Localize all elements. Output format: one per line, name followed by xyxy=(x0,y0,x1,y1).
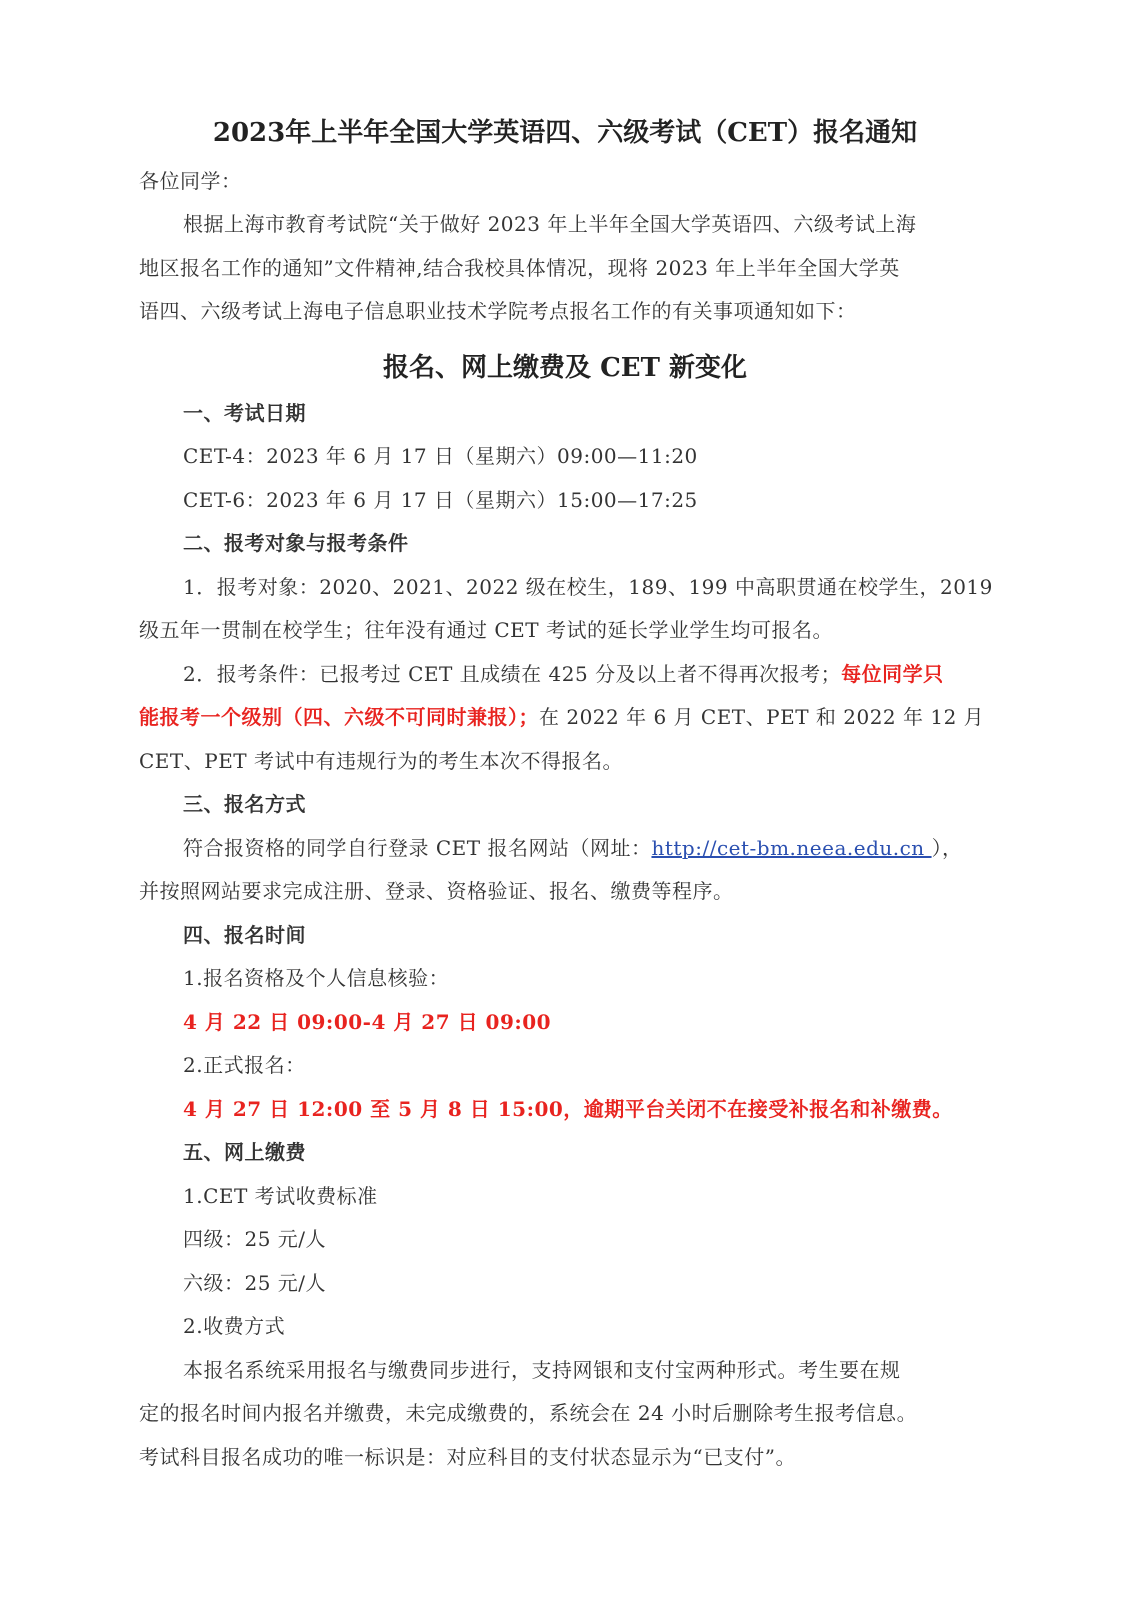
intro-line-2: 地区报名工作的通知”文件精神,结合我校具体情况，现将 2023 年上半年全国大学英 xyxy=(139,256,900,280)
condition-emphasis-1: 每位同学只 xyxy=(841,662,944,686)
section-4-heading: 四、报名时间 xyxy=(183,923,306,947)
registration-method-line-1 xyxy=(183,833,1043,863)
eligibility-line-2: 级五年一贯制在校学生；往年没有通过 CET 考试的延长学业学生均可报名。 xyxy=(139,618,833,642)
greeting: 各位同学： xyxy=(139,169,242,193)
cet6-fee: 六级：25 元/人 xyxy=(183,1271,327,1295)
verification-time: 4 月 22 日 09:00-4 月 27 日 09:00 xyxy=(183,1010,552,1034)
section-2-heading: 二、报考对象与报考条件 xyxy=(183,531,409,555)
verification-label: 1.报名资格及个人信息核验： xyxy=(183,966,450,990)
cet6-date: CET-6：2023 年 6 月 17 日（星期六）15:00—17:25 xyxy=(183,488,698,512)
condition-text: 2．报考条件：已报考过 CET 且成绩在 425 分及以上者不得再次报考； xyxy=(183,662,842,686)
registration-website-link[interactable]: http://cet-bm.neea.edu.cn xyxy=(651,836,932,860)
intro-line-3: 语四、六级考试上海电子信息职业技术学院考点报名工作的有关事项通知如下： xyxy=(139,299,857,323)
eligibility-line-1: 1．报考对象：2020、2021、2022 级在校生，189、199 中高职贯通在校学生，2019 xyxy=(183,575,993,599)
registration-method-line-2: 并按照网站要求完成注册、登录、资格验证、报名、缴费等程序。 xyxy=(139,879,734,903)
fee-standard-label: 1.CET 考试收费标准 xyxy=(183,1184,378,1208)
section-1-heading: 一、考试日期 xyxy=(183,401,306,425)
intro-line-1: 根据上海市教育考试院“关于做好 2023 年上半年全国大学英语四、六级考试上海 xyxy=(183,212,917,236)
condition-violation-text: 在 2022 年 6 月 CET、PET 和 2022 年 12 月 xyxy=(539,705,985,729)
payment-para-line-2: 定的报名时间内报名并缴费，未完成缴费的，系统会在 24 小时后删除考生报考信息。 xyxy=(139,1401,918,1425)
formal-registration-label: 2.正式报名： xyxy=(183,1053,306,1077)
cet4-fee: 四级：25 元/人 xyxy=(183,1227,327,1251)
condition-line-3: CET、PET 考试中有违规行为的考生本次不得报名。 xyxy=(139,749,623,773)
condition-line-1 xyxy=(183,659,1043,689)
document-title: 2023年上半年全国大学英语四、六级考试（CET）报名通知 xyxy=(212,118,918,148)
registration-method-text: 符合报资格的同学自行登录 CET 报名网站（网址： xyxy=(183,836,652,860)
condition-line-2 xyxy=(139,702,999,732)
condition-emphasis-2: 能报考一个级别（四、六级不可同时兼报）； xyxy=(139,705,539,729)
cet4-date: CET-4：2023 年 6 月 17 日（星期六）09:00—11:20 xyxy=(183,444,698,468)
payment-para-line-3: 考试科目报名成功的唯一标识是：对应科目的支付状态显示为“已支付”。 xyxy=(139,1445,796,1469)
section-subtitle: 报名、网上缴费及 CET 新变化 xyxy=(383,353,747,383)
section-5-heading: 五、网上缴费 xyxy=(183,1140,306,1164)
formal-registration-time: 4 月 27 日 12:00 至 5 月 8 日 15:00，逾期平台关闭不在接受补报名和补缴费。 xyxy=(183,1097,953,1121)
registration-method-close: ）， xyxy=(931,836,963,860)
section-3-heading: 三、报名方式 xyxy=(183,792,306,816)
payment-method-label: 2.收费方式 xyxy=(183,1314,286,1338)
payment-para-line-1: 本报名系统采用报名与缴费同步进行，支持网银和支付宝两种形式。考生要在规 xyxy=(183,1358,901,1382)
